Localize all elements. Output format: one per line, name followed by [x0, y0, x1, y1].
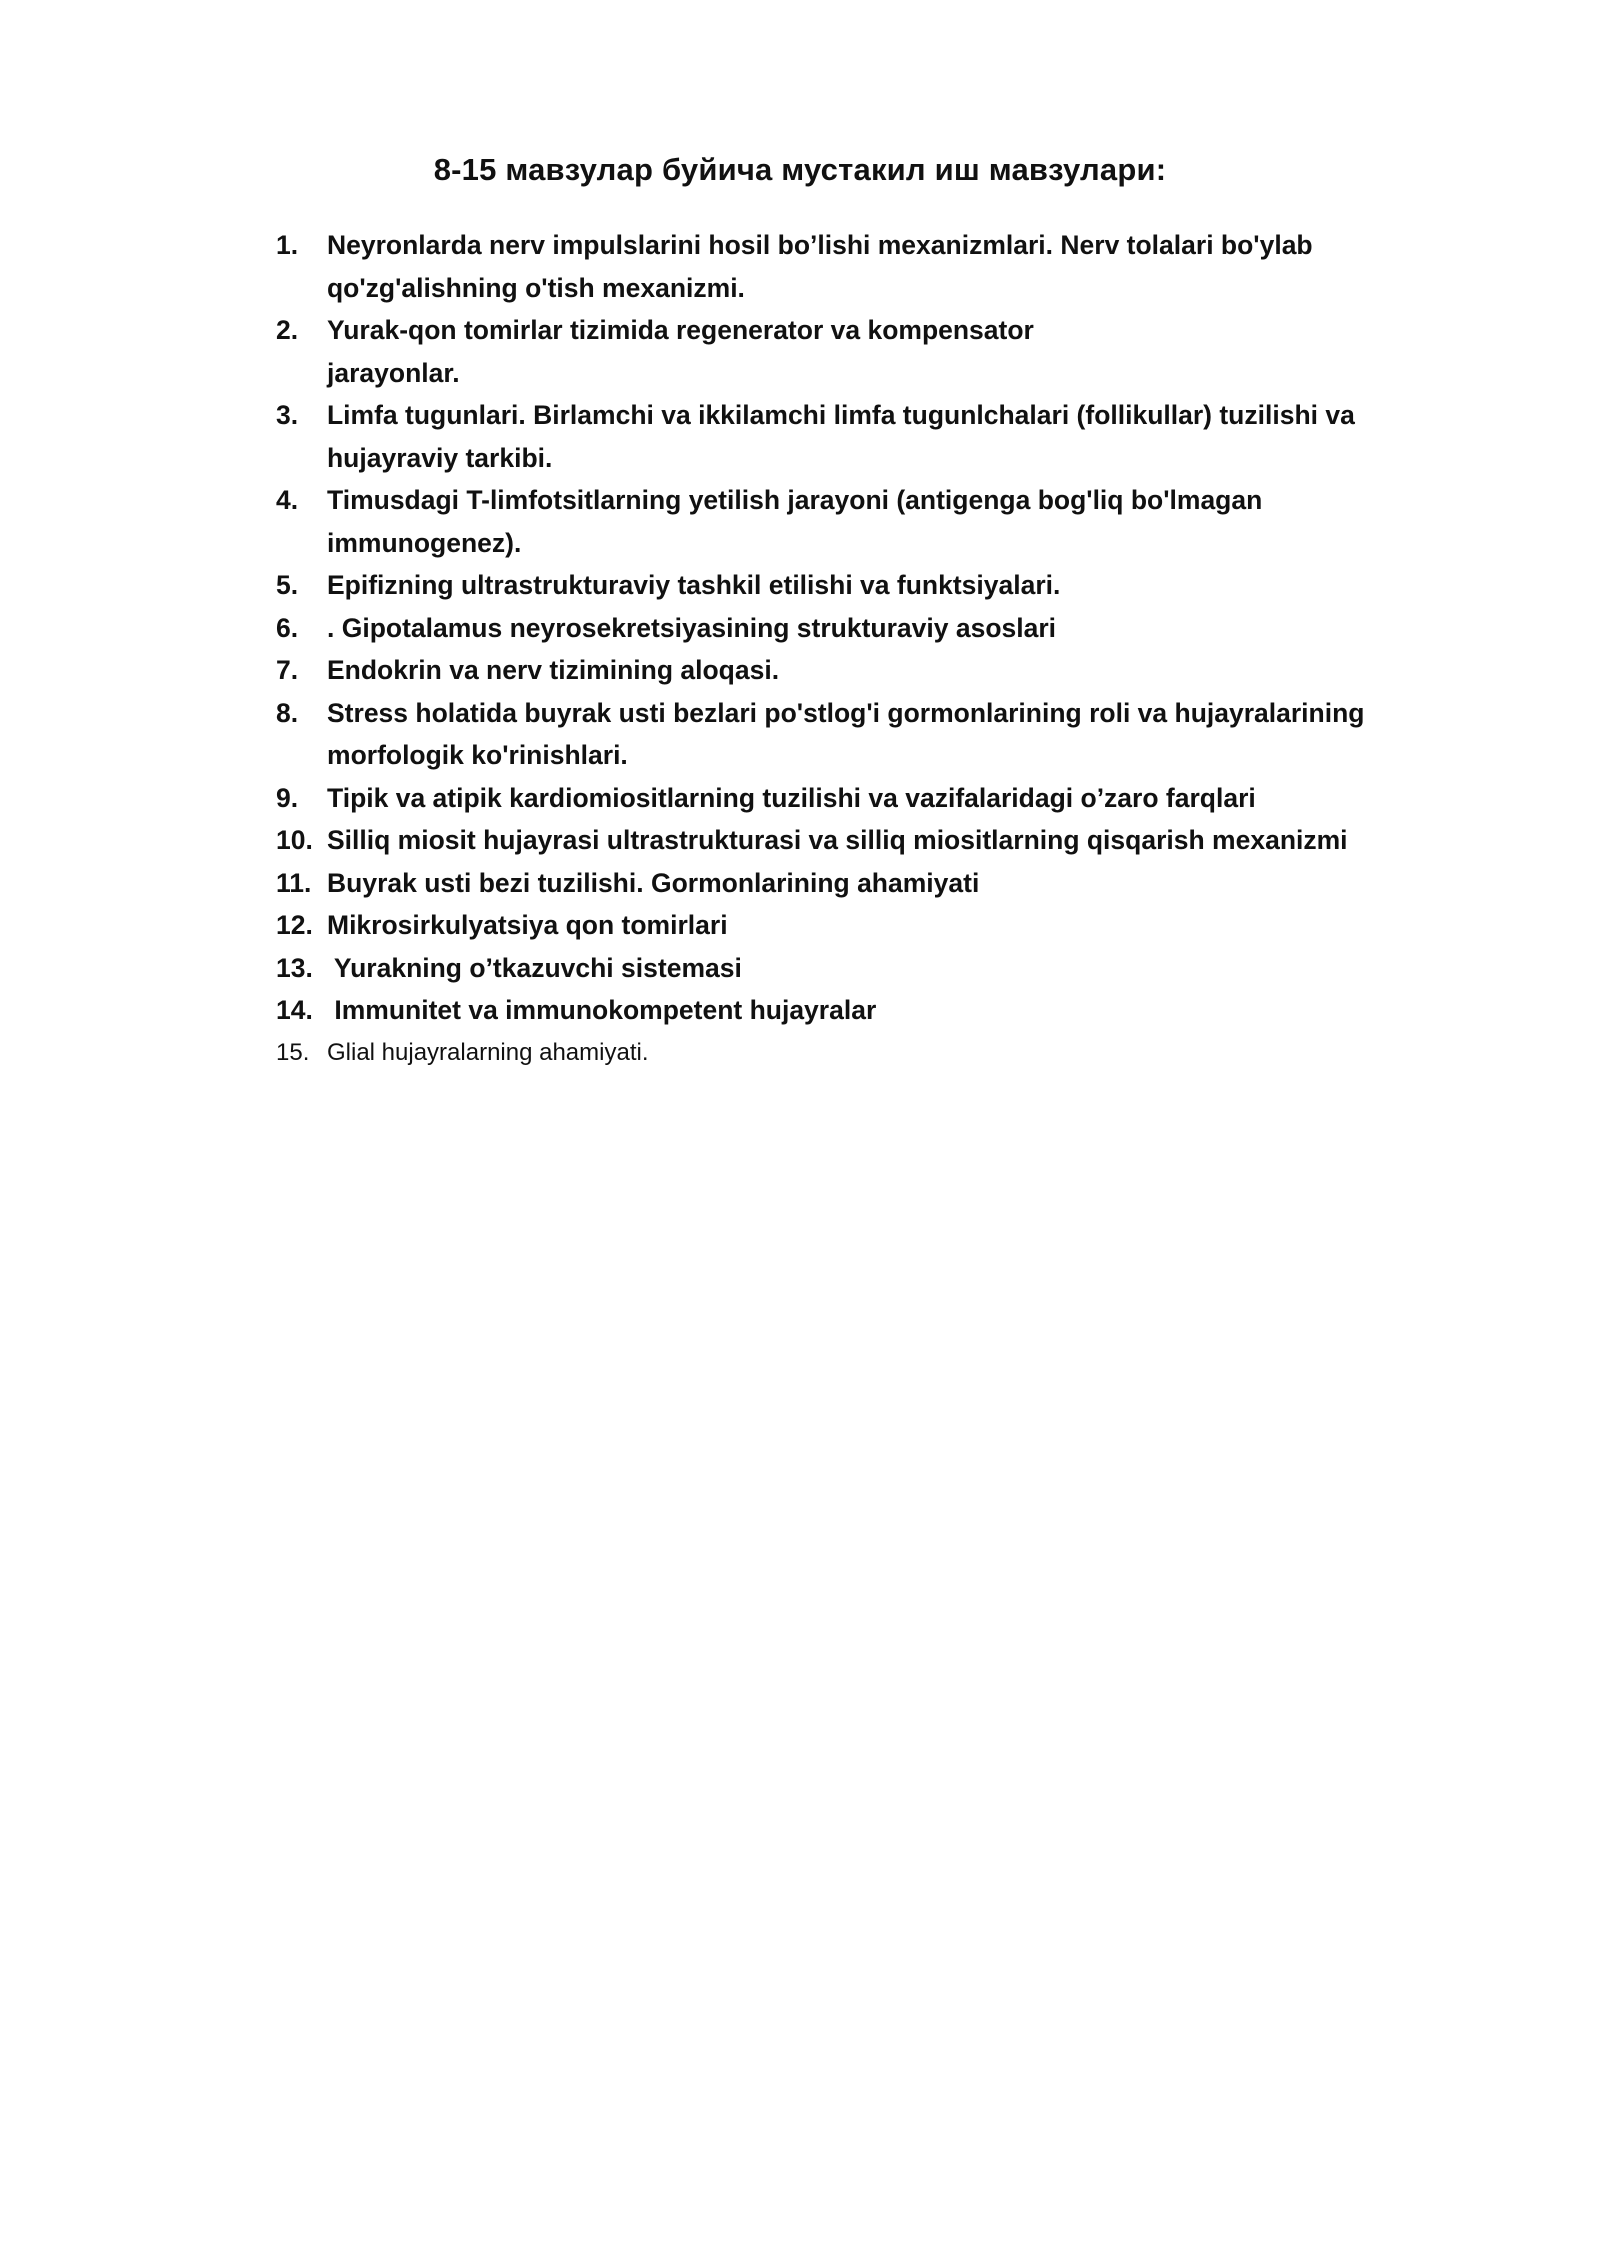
topic-item: [276, 692, 1456, 777]
topic-number: 3.: [276, 400, 299, 430]
topic-number: 15.: [276, 1038, 310, 1066]
topic-number: 6.: [276, 612, 299, 643]
topic-text: Endokrin va nerv tizimining aloqasi.: [327, 655, 780, 685]
topic-item: [276, 989, 1456, 1032]
topic-number: 8.: [276, 697, 299, 728]
topic-number: 7.: [276, 655, 299, 685]
topic-list: [276, 224, 1456, 1074]
topic-item: [276, 394, 1456, 479]
topic-item: [276, 904, 1456, 947]
topic-text: Yurak-qon tomirlar tizimida regenerator va kompensator jarayonlar.: [327, 315, 1034, 388]
topic-number: 14.: [276, 995, 313, 1025]
topic-item: [276, 564, 1456, 607]
topic-text: . Gipotalamus neyrosekretsiyasining strukturaviy asoslari: [327, 612, 1057, 643]
topic-number: 10.: [276, 825, 313, 855]
topic-number: 13.: [276, 952, 313, 983]
topic-text: Tipik va atipik kardiomiositlarning tuzilishi va vazifalaridagi o’zaro farqlari: [327, 782, 1256, 813]
topic-text: Epifizning ultrastrukturaviy tashkil etilishi va funktsiyalari.: [327, 570, 1061, 600]
topic-item: [276, 479, 1456, 564]
topic-item: [276, 607, 1456, 650]
topic-text: Limfa tugunlari. Birlamchi va ikkilamchi limfa tugunlchalari (follikullar) tuzilishi va hujayraviy tarkibi.: [327, 400, 1355, 473]
topic-number: 1.: [276, 230, 299, 260]
topic-text: Immunitet va immunokompetent hujayralar: [327, 995, 877, 1025]
topic-number: 5.: [276, 570, 299, 600]
topic-item: [276, 224, 1456, 309]
topic-text: Neyronlarda nerv impulslarini hosil bo’lishi mexanizmlari. Nerv tolalari bo'ylab qo'zg'alishning o'tish mexanizmi.: [327, 230, 1313, 303]
topic-item: [276, 649, 1456, 692]
topic-text: Yurakning o’tkazuvchi sistemasi: [327, 952, 742, 983]
topic-number: 4.: [276, 485, 299, 515]
topic-text: Mikrosirkulyatsiya qon tomirlari: [327, 910, 728, 940]
topic-number: 12.: [276, 910, 313, 940]
topic-text: Glial hujayralarning ahamiyati.: [327, 1038, 649, 1066]
topic-number: 9.: [276, 782, 299, 813]
topic-text: Silliq miosit hujayrasi ultrastrukturasi va silliq miositlarning qisqarish mexanizmi: [327, 825, 1348, 855]
topic-item: [276, 309, 1456, 394]
topic-text: Buyrak usti bezi tuzilishi. Gormonlarining ahamiyati: [327, 867, 980, 898]
document-title: 8-15 мавзулар буйича мустакил иш мавзулари:: [433, 152, 1167, 187]
topic-item: [276, 947, 1456, 990]
topic-number: 11.: [276, 867, 312, 898]
topic-item: [276, 777, 1456, 820]
topic-item: [276, 1032, 1456, 1075]
topic-text: Timusdagi T-limfotsitlarning yetilish jarayoni (antigenga bog'liq bo'lmagan immunogenez).: [327, 485, 1263, 558]
topic-item: [276, 819, 1456, 862]
topic-text: Stress holatida buyrak usti bezlari po'stlog'i gormonlarining roli va hujayralarining morfologik ko'rinishlari.: [327, 697, 1365, 770]
topic-number: 2.: [276, 315, 299, 345]
topic-item: [276, 862, 1456, 905]
